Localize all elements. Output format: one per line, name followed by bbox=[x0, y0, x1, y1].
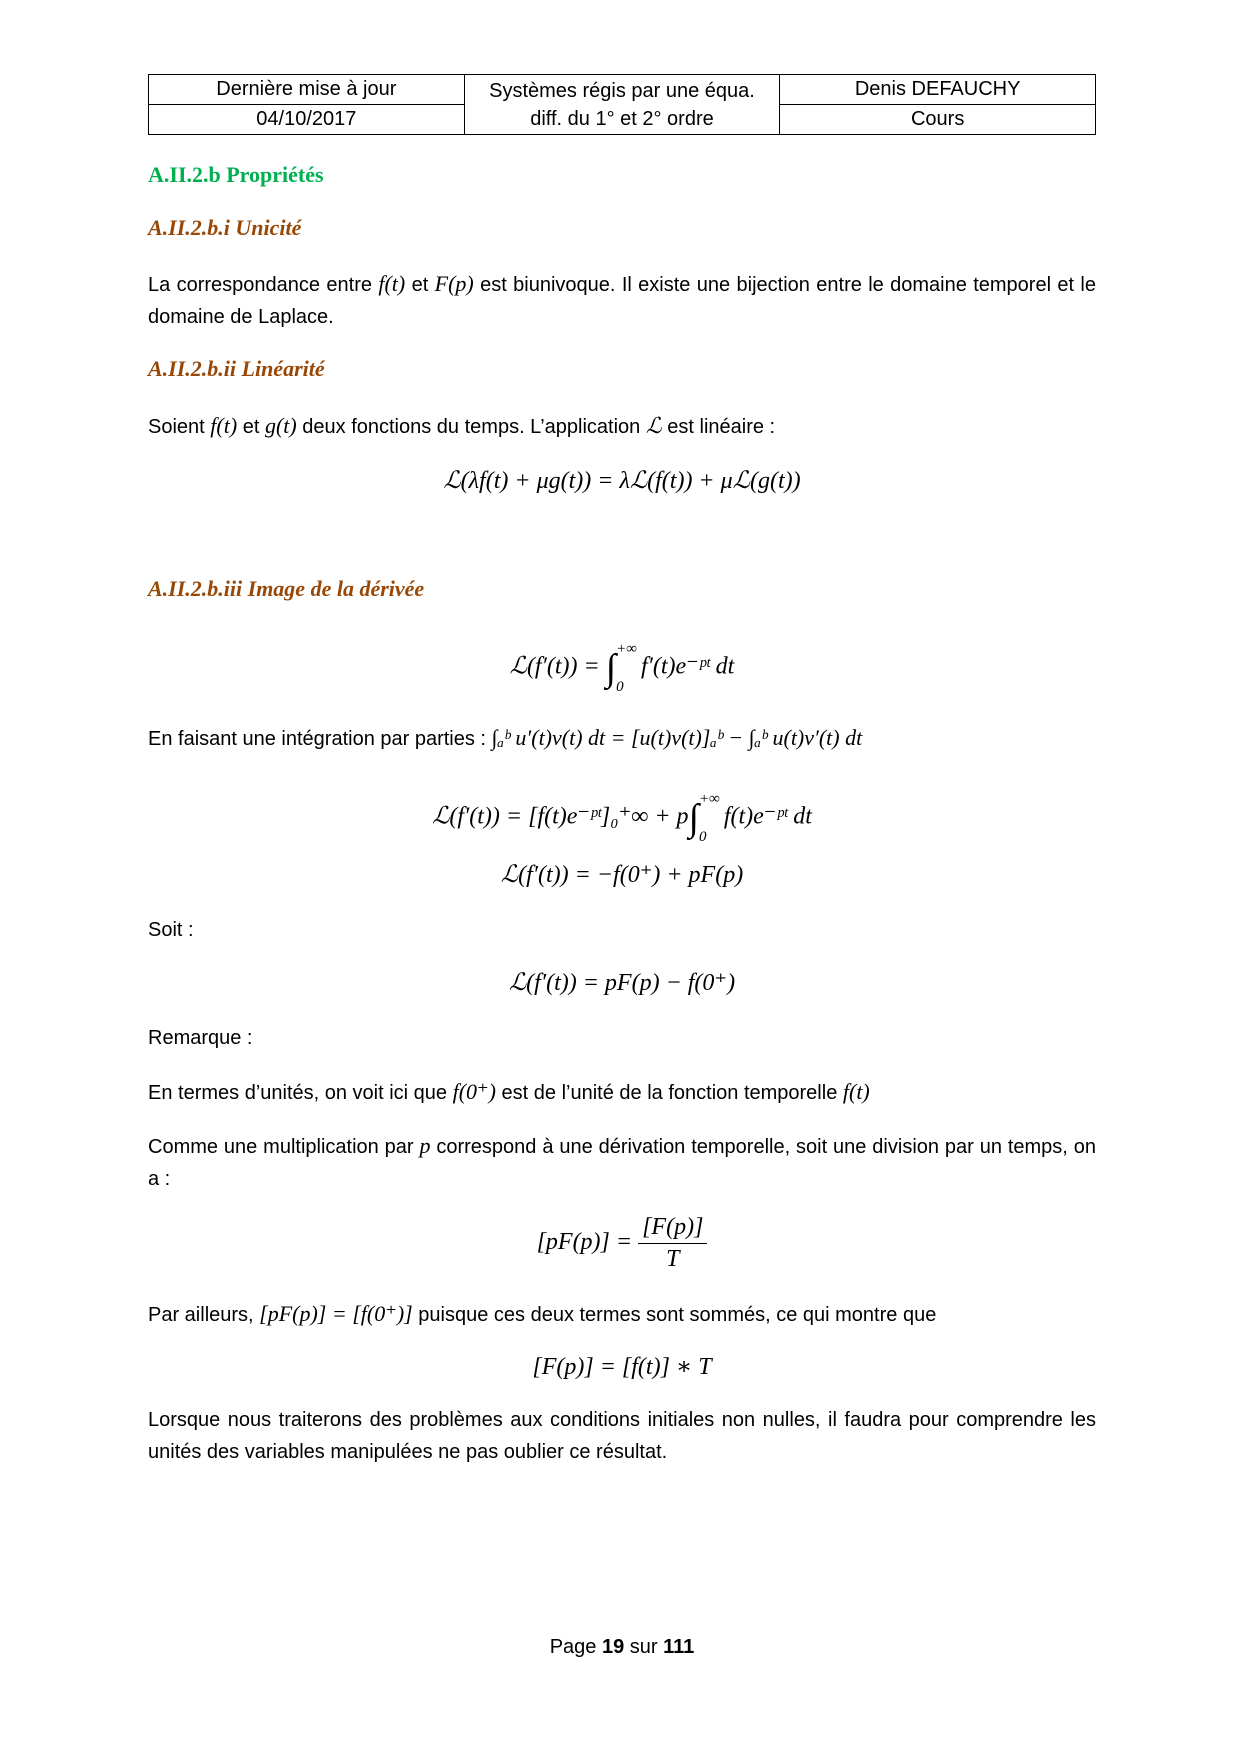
subsection-heading-unicity: A.II.2.b.i Unicité bbox=[148, 215, 302, 240]
header-title-line2: diff. du 1° et 2° ordre bbox=[530, 107, 714, 130]
paragraph-units: En termes d’unités, on voit ici que f(0⁺) est de l’unité de la fonction temporelle f(t) bbox=[148, 1079, 870, 1104]
equation-laplace-derivative: ℒ(f′(t)) = ∫ +∞ 0 f′(t)e⁻ᵖᵗ dt bbox=[509, 641, 735, 695]
integral-sign: ∫ bbox=[688, 797, 699, 839]
header-updated-label: Dernière mise à jour bbox=[149, 75, 465, 105]
equation-soit: ℒ(f′(t)) = pF(p) − f(0⁺) bbox=[508, 970, 736, 996]
paragraph-linearity: Soient f(t) et g(t) deux fonctions du temps. L’application ℒ est linéaire : bbox=[148, 413, 776, 438]
paragraph-integration-by-parts: En faisant une intégration par parties : ∫ₐᵇ u′(t)v(t) dt = [u(t)v(t)]ₐᵇ − ∫ₐᵇ u(t)v′(t) dt bbox=[148, 725, 863, 750]
equation-integration-by-parts: ℒ(f′(t)) = [f(t)e⁻ᵖᵗ]₀⁺∞ + p∫ +∞ 0 f(t)e⁻ᵖᵗ dt bbox=[432, 791, 812, 845]
page-footer: Page 19 sur 111 bbox=[549, 1636, 695, 1658]
paragraph-unicity: La correspondance entre f(t) et F(p) est biunivoque. Il existe une bijection entre le domaine temporel et le domaine de Laplace. bbox=[148, 271, 1096, 328]
paragraph-remarque: Remarque : bbox=[148, 1027, 253, 1049]
fraction: $\frac{[F(p)]}{T}$ bbox=[638, 1214, 707, 1273]
header-author: Denis DEFAUCHY bbox=[780, 75, 1096, 105]
header-date: 04/10/2017 bbox=[149, 105, 465, 135]
header-doc-type: Cours bbox=[780, 105, 1096, 135]
paragraph-soit: Soit : bbox=[148, 919, 194, 941]
header-title bbox=[464, 75, 780, 135]
integral-sign: ∫ bbox=[605, 647, 617, 689]
subsection-heading-derivative: A.II.2.b.iii Image de la dérivée bbox=[148, 576, 425, 601]
subsection-heading-linearity: A.II.2.b.ii Linéarité bbox=[148, 356, 325, 381]
equation-linearity: ℒ(λf(t) + μg(t)) = λℒ(f(t)) + μℒ(g(t)) bbox=[443, 468, 801, 494]
page-number: 19 bbox=[601, 1636, 625, 1658]
header-title-line1: Systèmes régis par une équa. bbox=[489, 79, 755, 102]
equation-final: [F(p)] = [f(t)] ∗ T bbox=[532, 1354, 712, 1380]
page-total: 111 bbox=[663, 1636, 695, 1658]
paragraph-conclusion: Lorsque nous traiterons des problèmes aux conditions initiales non nulles, il faudra pour comprendre les unités des variables manipulées ne pas oublier ce résultat. bbox=[148, 1409, 1096, 1463]
section-heading-properties: A.II.2.b Propriétés bbox=[148, 162, 324, 187]
equation-fraction: [pF(p)] = $\frac{[F(p)]}{T}$ bbox=[148, 1214, 1096, 1273]
paragraph-par-ailleurs: Par ailleurs, [pF(p)] = [f(0⁺)] puisque ces deux termes sont sommés, ce qui montre que bbox=[148, 1301, 937, 1326]
equation-derivative-result: ℒ(f′(t)) = −f(0⁺) + pF(p) bbox=[500, 862, 744, 888]
paragraph-multiplication: Comme une multiplication par p correspond à une dérivation temporelle, soit une division par un temps, on a : bbox=[148, 1133, 1096, 1190]
header-table bbox=[148, 74, 1096, 135]
